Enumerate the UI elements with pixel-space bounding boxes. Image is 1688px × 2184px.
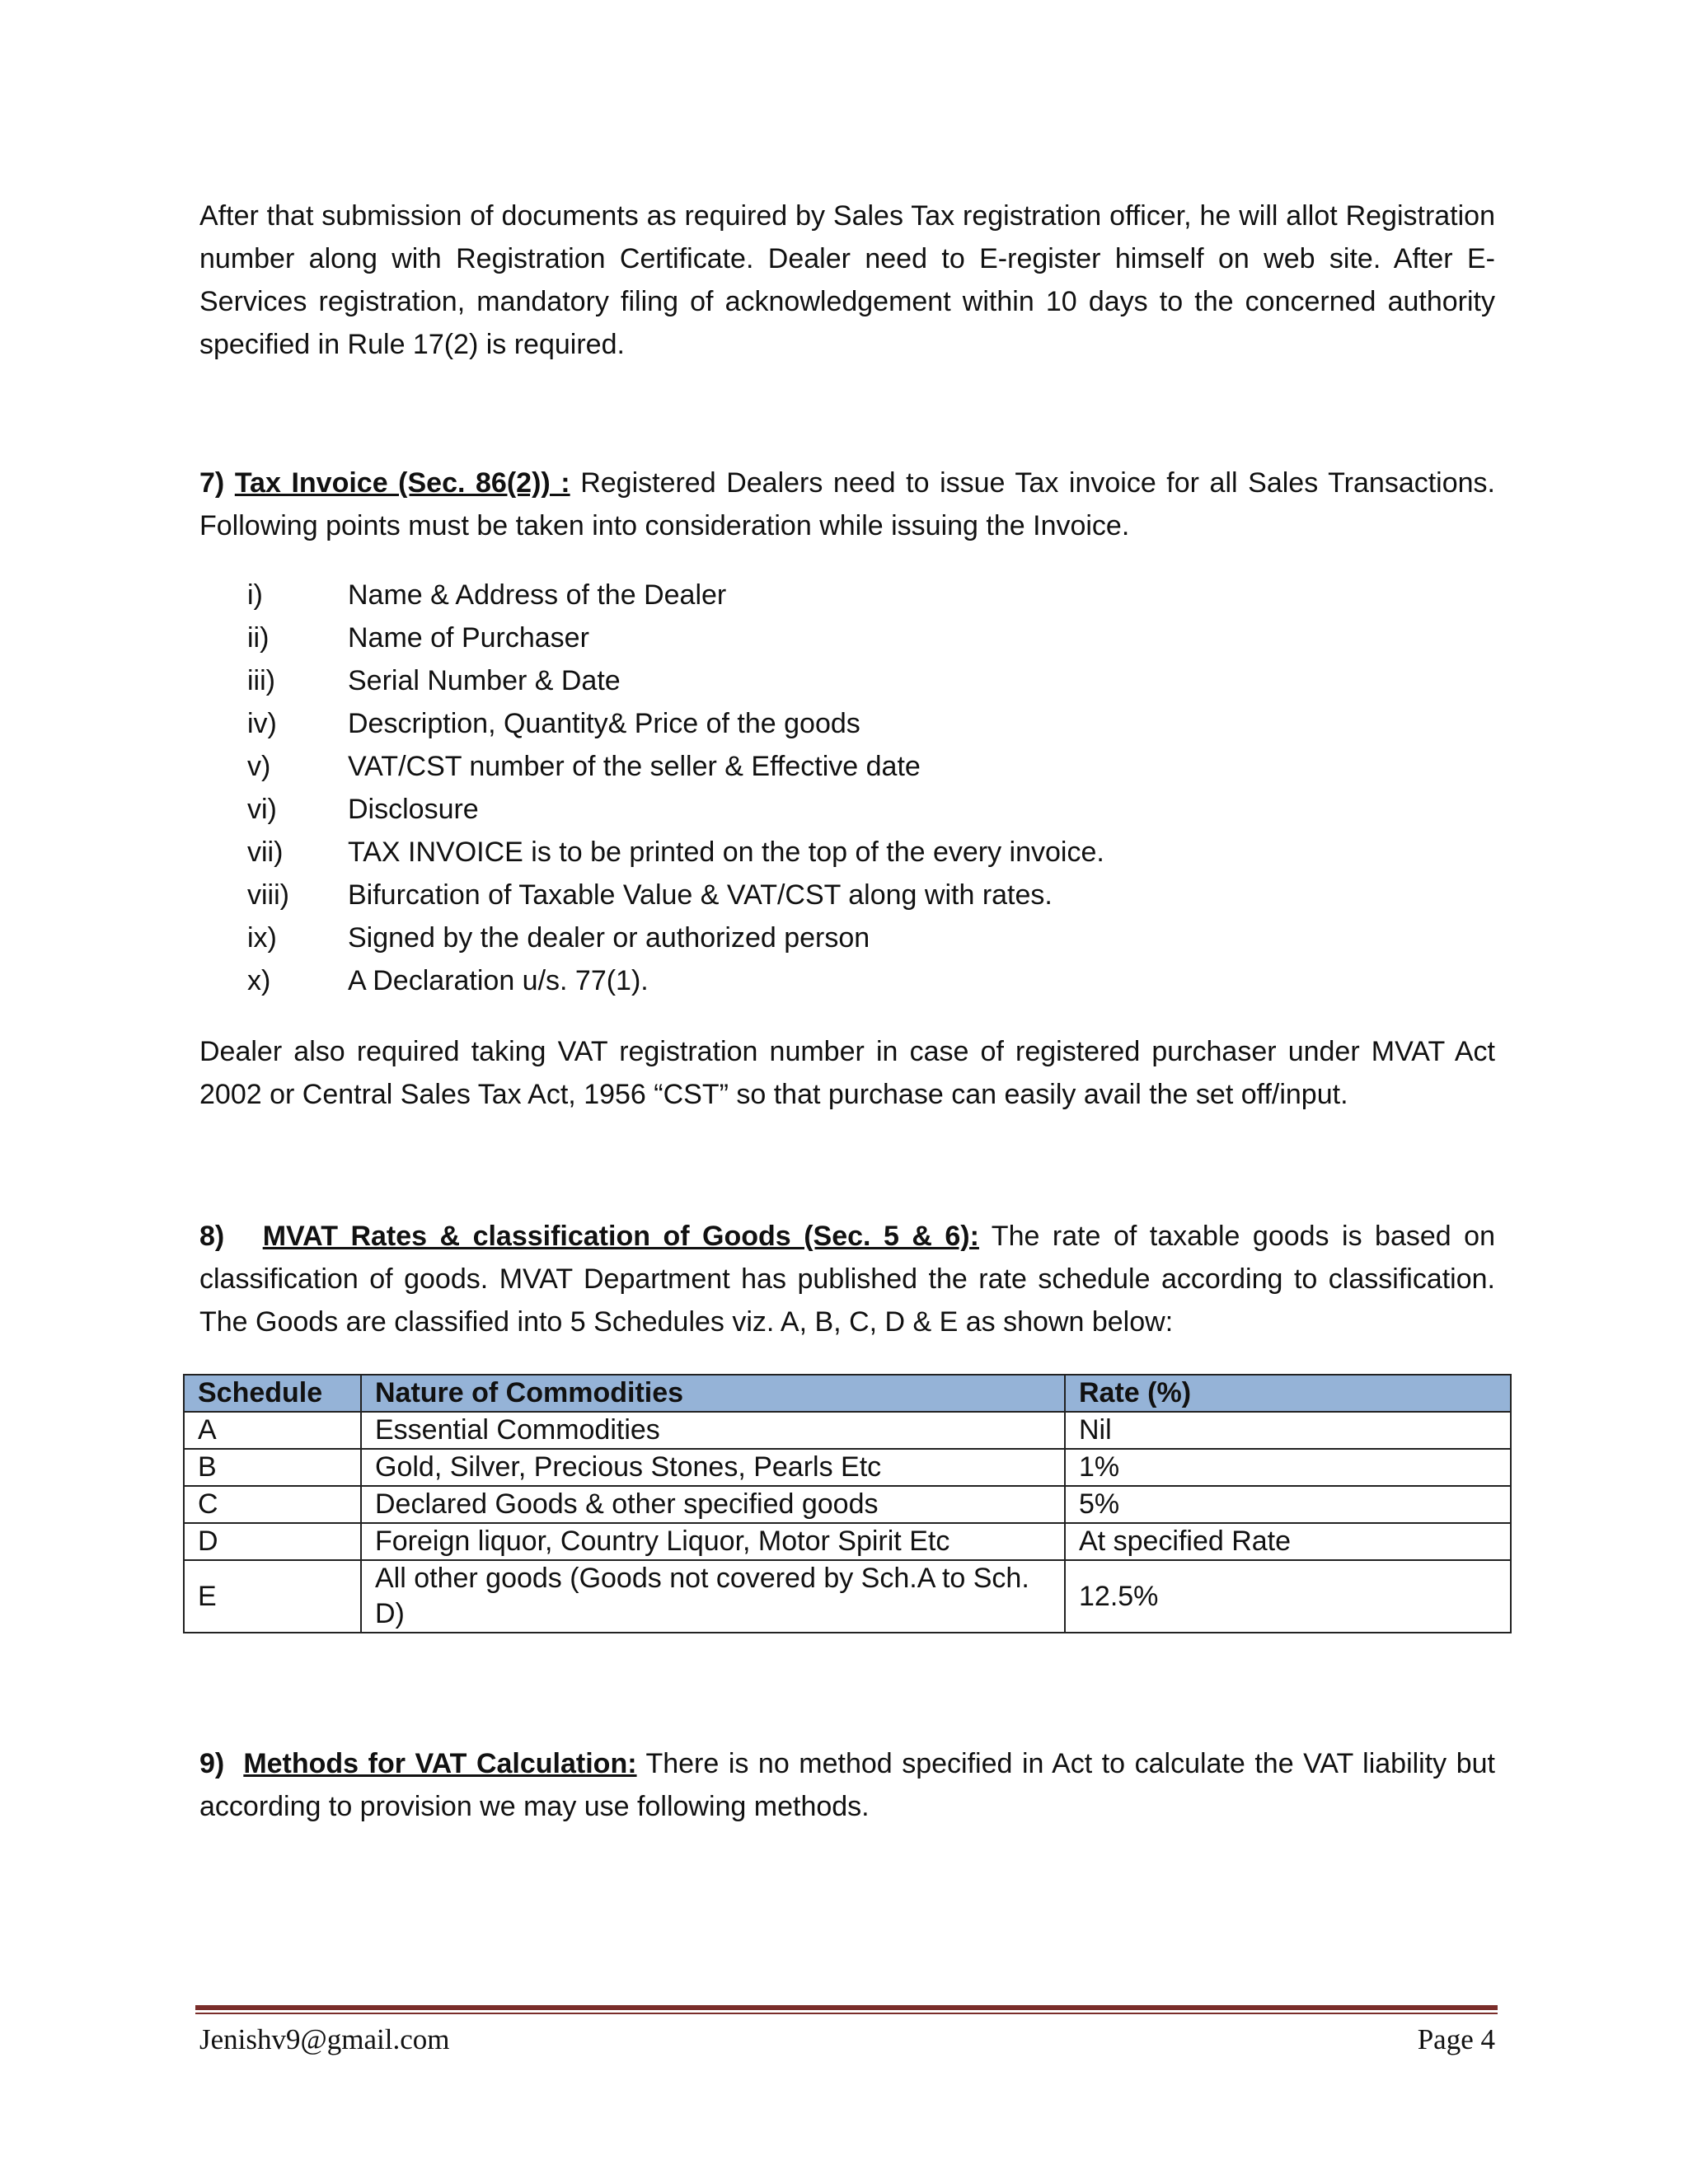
table-cell: D xyxy=(184,1523,361,1560)
section-8 xyxy=(199,1215,1495,1343)
section-9 xyxy=(199,1742,1495,1828)
list-item: x) A Declaration u/s. 77(1). xyxy=(247,965,649,996)
intro-section xyxy=(199,194,1495,366)
table-cell: C xyxy=(184,1486,361,1523)
table-cell: Foreign liquor, Country Liquor, Motor Spirit Etc xyxy=(361,1523,1065,1560)
section-8-paragraph xyxy=(199,1215,1495,1343)
list-item: viii) Bifurcation of Taxable Value & VAT/CST along with rates. xyxy=(247,879,1053,911)
section-7-closing xyxy=(199,1030,1495,1116)
table-cell: 5% xyxy=(1065,1486,1511,1523)
section-7-text: Registered Dealers need to issue Tax invoice for all Sales Transactions. Following points must be taken into consideration while issuing the Invoice. xyxy=(199,467,1495,541)
section-9-text: There is no method specified in Act to calculate the VAT liability but according to provision we may use following methods. xyxy=(199,1748,1495,1822)
section-7-paragraph xyxy=(199,462,1495,547)
table-cell: Essential Commodities xyxy=(361,1412,1065,1449)
section-8-number: 8) xyxy=(199,1221,225,1252)
section-8-text: The rate of taxable goods is based on classification of goods. MVAT Department has published the rate schedule according to classification. The Goods are classified into 5 Schedules viz. A, B, C, D & E as shown below: xyxy=(199,1221,1495,1338)
table-header-cell: Nature of Commodities xyxy=(361,1375,1065,1412)
footer-divider xyxy=(195,2005,1498,2010)
table-cell: B xyxy=(184,1449,361,1486)
table-header-cell: Rate (%) xyxy=(1065,1375,1511,1412)
list-item: iii) Serial Number & Date xyxy=(247,665,621,696)
table-cell: A xyxy=(184,1412,361,1449)
page-number: Page 4 xyxy=(1417,2023,1495,2055)
list-item: iv) Description, Quantity& Price of the goods xyxy=(247,708,860,739)
list-item: ii) Name of Purchaser xyxy=(247,622,589,654)
table-cell: At specified Rate xyxy=(1065,1523,1511,1560)
section-7 xyxy=(199,462,1495,547)
section-9-paragraph xyxy=(199,1742,1495,1828)
table-cell: 12.5% xyxy=(1065,1560,1511,1633)
intro-paragraph: After that submission of documents as required by Sales Tax registration officer, he will allot Registration number along with Registration Certificate. Dealer need to E-register himself on web site. After E-Services registration, mandatory filing of acknowledgement within 10 days to the concerned authority specified in Rule 17(2) is required. xyxy=(199,200,1495,360)
invoice-requirements-list xyxy=(247,574,1401,1002)
table-row xyxy=(184,1412,1511,1449)
section-7-heading: Tax Invoice (Sec. 86(2)) : xyxy=(234,467,570,499)
footer-divider-thin xyxy=(195,2013,1498,2014)
section-8-heading: MVAT Rates & classification of Goods (Sec. 5 & 6): xyxy=(262,1221,979,1252)
table-row xyxy=(184,1523,1511,1560)
page-footer xyxy=(199,2019,1495,2060)
table-cell: Gold, Silver, Precious Stones, Pearls Etc xyxy=(361,1449,1065,1486)
list-item: vii) TAX INVOICE is to be printed on the top of the every invoice. xyxy=(247,837,1104,868)
table-cell: Nil xyxy=(1065,1412,1511,1449)
list-item: v) VAT/CST number of the seller & Effective date xyxy=(247,751,921,782)
table-cell: E xyxy=(184,1560,361,1633)
table-cell: All other goods (Goods not covered by Sch.A to Sch. D) xyxy=(361,1560,1065,1633)
table-header-cell: Schedule xyxy=(184,1375,361,1412)
section-9-number: 9) xyxy=(199,1748,225,1779)
schedule-table xyxy=(183,1374,1512,1633)
section-7-closing-paragraph: Dealer also required taking VAT registration number in case of registered purchaser under MVAT Act 2002 or Central Sales Tax Act, 1956 “CST” so that purchase can easily avail the set off/input. xyxy=(199,1036,1495,1110)
table-row xyxy=(184,1449,1511,1486)
table-row xyxy=(184,1560,1511,1633)
list-item: ix) Signed by the dealer or authorized person xyxy=(247,922,870,954)
list-item: vi) Disclosure xyxy=(247,794,479,825)
list-item: i) Name & Address of the Dealer xyxy=(247,579,727,611)
table-cell: Declared Goods & other specified goods xyxy=(361,1486,1065,1523)
table-cell: 1% xyxy=(1065,1449,1511,1486)
table-row xyxy=(184,1486,1511,1523)
section-9-heading: Methods for VAT Calculation: xyxy=(243,1748,637,1779)
table-header-row xyxy=(184,1375,1511,1412)
footer-email: Jenishv9@gmail.com xyxy=(199,2023,450,2055)
section-7-number: 7) xyxy=(199,467,225,499)
